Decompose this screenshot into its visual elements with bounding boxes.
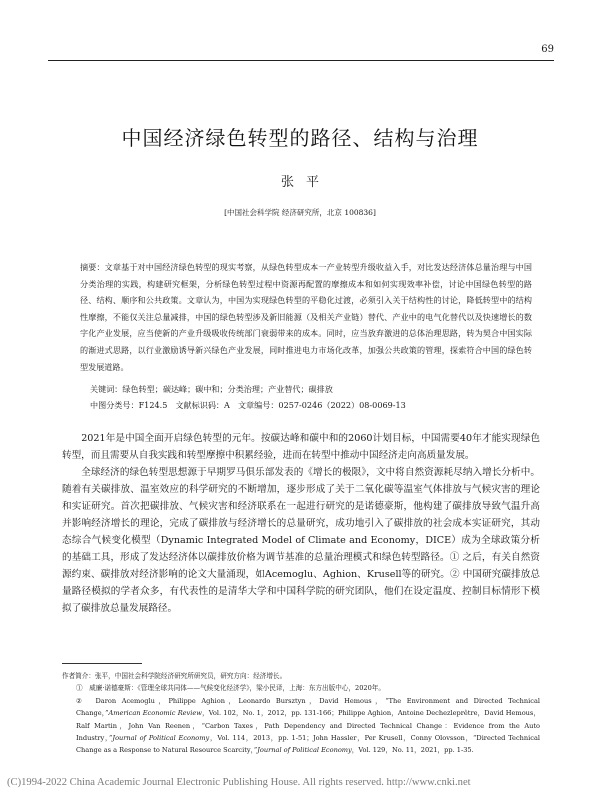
footnote-2-part-4: ，Vol. 129，No. 11，2021，pp. 1-35.: [351, 746, 474, 755]
author-affiliation: [中国社会科学院 经济研究所，北京 100836]: [224, 208, 376, 217]
footnote-2-journal-2: Journal of Political Economy: [112, 734, 210, 743]
header-rule: [48, 60, 554, 61]
body-text: [62, 430, 540, 617]
abstract-label: 摘要：: [80, 262, 105, 272]
body-paragraph-1: 2021年是中国全面开启绿色转型的元年。按碳达峰和碳中和的2060计划目标，中国需要40年才能实现绿色转型，而且需要从自我实践和转型摩擦中积累经验，进而在转型中推动中国经济走向高质量发展。: [62, 433, 540, 461]
page-number: 69: [541, 44, 554, 55]
footnote-rule: [62, 663, 142, 664]
body-paragraph-2: 全球经济的绿色转型思想源于早期罗马俱乐部发表的《增长的极限》，文中将自然资源耗尽纳入增长分析中。随着有关碳排放、温室效应的科学研究的不断增加，逐步形成了关于二氧化碳等温室气体排放与气候灾害的理论和实证研究。首次把碳排放、气候灾害和经济联系在一起进行研究的是诺德豪斯，他构建了碳排放导致气温升高并影响经济增长的理论，完成了碳排放与经济增长的总量研究，成功地引入了碳排放的社会成本实证研究，其动态综合气候变化模型（Dynamic Integrated Model of Climate and Economy，DICE）成为全球政策分析的基础工具，形成了发达经济体以碳排放价格为调节基准的总量治理模式和绿色转型路径。① 之后，有关自然资源约束、碳排放对经济影响的论文大量涌现，如Acemoglu、Aghion、Krusell等的研究。② 中国研究碳排放总量路径模拟的学者众多，有代表性的是清华大学和中国科学院的研究团队，他们在设定温度、控制目标情形下模拟了碳排放总量发展路径。: [62, 467, 540, 614]
footnote-2-part-3: ，Vol. 114，2013，pp. 1-51；John Hassler，Per Krusell，Conny Olovsson，“Directed Technical Change as a Response to Natural Resource Scarcity，”: [76, 734, 540, 755]
footnote-2-journal-3: Journal of Political Economy: [257, 746, 352, 755]
abstract: [80, 259, 532, 375]
article-author: 张平: [280, 175, 331, 190]
copyright-footer: (C)1994-2022 China Academic Journal Electronic Publishing House. All rights reserved. http://www.cnki.net: [7, 777, 471, 788]
footnote-1: ① 威廉·诺德豪斯：《管理全球共同体——气候变化经济学》，梁小民译，上海：东方出版中心，2020年。: [76, 684, 385, 693]
keywords-text: 绿色转型；碳达峰；碳中和；分类治理；产业替代；碳排放: [122, 384, 333, 394]
classification-line: 中图分类号：F124.5 文献标识码：A 文章编号：0257-0246（2022）08-0069-13: [90, 400, 406, 410]
footnote-2: [62, 695, 540, 757]
author-intro-note: 作者简介：张平，中国社会科学院经济研究所研究员，研究方向：经济增长。: [62, 672, 287, 680]
keywords-label: 关键词：: [90, 384, 123, 394]
abstract-text: 文章基于对中国经济绿色转型的现实考察，从绿色转型成本一产业转型升级收益入手，对比发达经济体总量治理与中国分类治理的实践，构建研究框架，分析绿色转型过程中资源再配置的摩擦成本和如何实现效率补偿，讨论中国绿色转型的路径、结构、顺序和公共政策。文章认为，中国为实现绿色转型的平稳化过渡，必须引入关于结构性的讨论，降低转型中的结构性摩擦，不能仅关注总量减排，中国的绿色转型涉及新旧能源（及相关产业链）替代、产业中的电气化替代以及快速增长的数字化产业发展，应当使新的产业升级吸收传统部门衰弱带来的成本。同时，应当放弃激进的总体治理思路，转为契合中国实际的渐进式思路，以行业激励诱导新兴绿色产业发展，同时推进电力市场化改革，加强公共政策的管理，探索符合中国的绿色转型发展道路。: [80, 262, 532, 372]
footnote-2-part-2: ，Vol. 102，No. 1，2012，pp. 131-166；Philippe Aghion，Antoine Dechezleprêtre，David Hemous，Ralf Martin，John Van Reenen，“Carbon Taxes，Path Dependency and Directed Technical Change：Evidence from the Auto Industry，”: [76, 709, 540, 743]
footnote-2-part-1: ② Daron Acemoglu，Philippe Aghion，Leonardo Bursztyn，David Hemous，“The Environment and Directed Technical Change，”: [76, 696, 540, 718]
article-title: 中国经济绿色转型的路径、结构与治理: [121, 126, 479, 150]
footnote-2-journal-1: American Economic Review: [108, 709, 202, 718]
keywords: [90, 381, 530, 397]
footnotes: [62, 670, 540, 757]
